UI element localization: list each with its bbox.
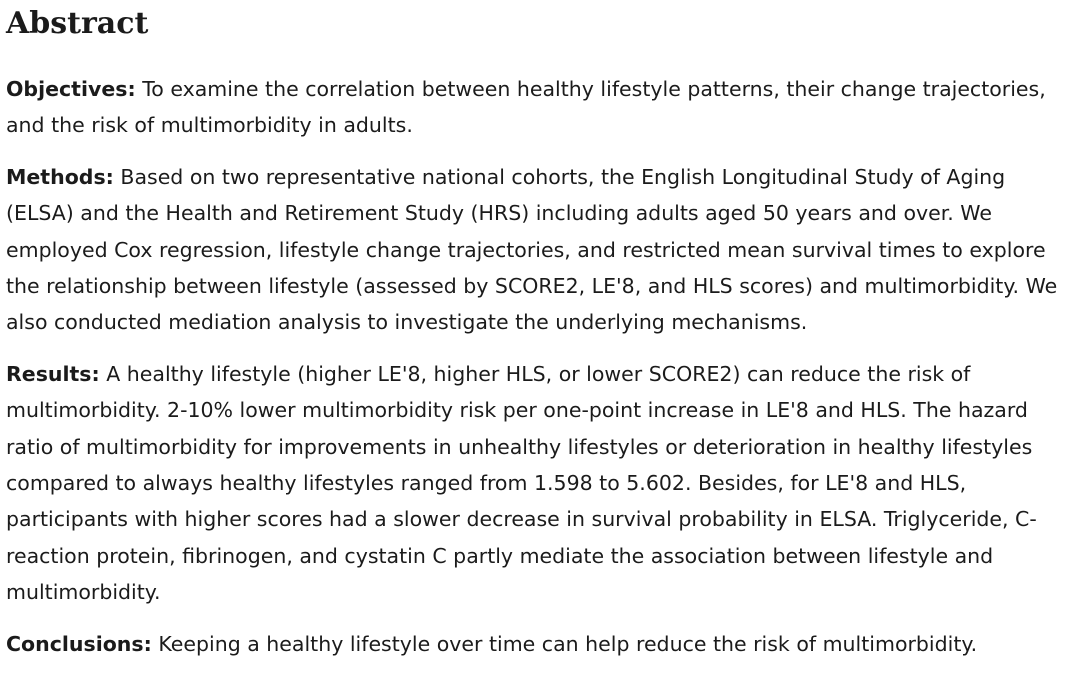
- objectives-label: Objectives:: [6, 77, 136, 101]
- methods-label: Methods:: [6, 164, 114, 189]
- conclusions-paragraph: [6, 626, 1060, 662]
- abstract-heading: Abstract: [6, 6, 149, 41]
- conclusions-label: Conclusions:: [6, 631, 152, 656]
- abstract-section: [0, 6, 1080, 662]
- results-paragraph: [6, 356, 1060, 611]
- objectives-text: To examine the correlation between healthy lifestyle patterns, their change trajectories, and the risk of multimorbidity in adults.: [6, 77, 1046, 138]
- methods-text: Based on two representative national cohorts, the English Longitudinal Study of Aging (ELSA) and the Health and Retirement Study (HRS) including adults aged 50 years and over. We employed Cox regression, lifestyle change trajectories, and restricted mean survival times to explore the relationship between lifestyle (assessed by SCORE2, LE'8, and HLS scores) and multimorbidity. We also conducted mediation analysis to investigate the underlying mechanisms.: [6, 164, 1058, 335]
- methods-paragraph: [6, 159, 1060, 341]
- results-label: Results:: [6, 361, 100, 386]
- conclusions-text: Keeping a healthy lifestyle over time can help reduce the risk of multimorbidity.: [158, 631, 978, 656]
- objectives-paragraph: [6, 71, 1060, 144]
- results-text: A healthy lifestyle (higher LE'8, higher HLS, or lower SCORE2) can reduce the risk of multimorbidity. 2-10% lower multimorbidity risk per one-point increase in LE'8 and HLS. The hazard ratio of multimorbidity for improvements in unhealthy lifestyles or deterioration in healthy lifestyles compared to always healthy lifestyles ranged from 1.598 to 5.602. Besides, for LE'8 and HLS, participants with higher scores had a slower decrease in survival probability in ELSA. Triglyceride, C-reaction protein, fibrinogen, and cystatin C partly mediate the association between lifestyle and multimorbidity.: [6, 361, 1037, 605]
